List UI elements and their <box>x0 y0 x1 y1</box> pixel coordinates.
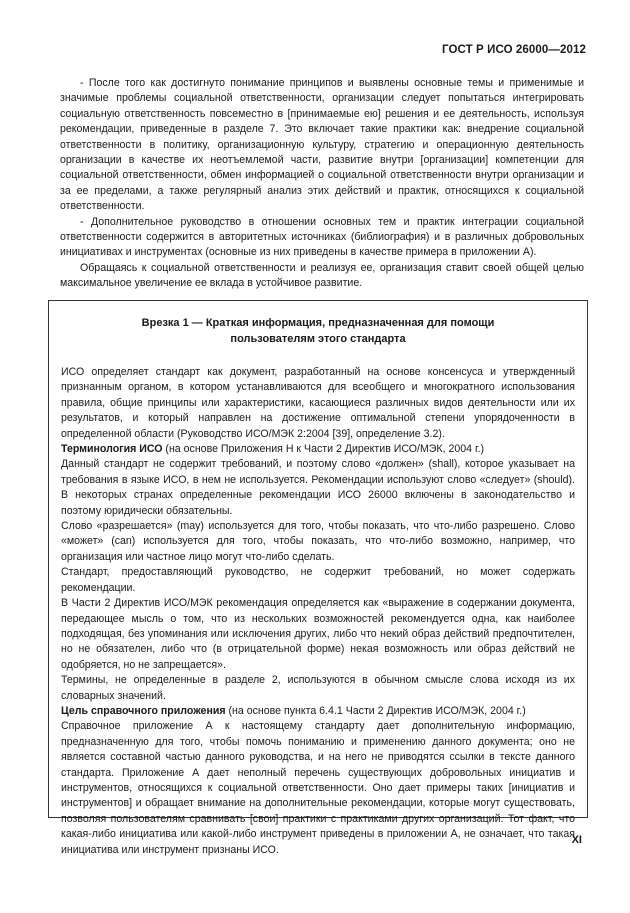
box-title: Врезка 1 — Краткая информация, предназначенная для помощи пользователям этого стандарта <box>141 317 495 345</box>
terminology-heading: Терминология ИСО <box>61 443 163 456</box>
box-terms-paragraph: Термины, не определенные в разделе 2, используются в обычном смысле слова исходя из их словарных значений. <box>61 674 575 702</box>
box-shall-paragraph: Данный стандарт не содержит требований, и поэтому слово «должен» (shall), которое указывает на требования в языке ИСО, в нем не используется. Рекомендации используют слово «следует» (should). В некоторых странах определенные рекомендации ИСО 26000 включены в законодательство и поэтому юридически обязательны. <box>61 458 575 517</box>
paragraph-additional-guidance: - Дополнительное руководство в отношении основных тем и практик интеграции социальной ответственности содержится в авторитетных источниках (библиография) и в различных добровольных инициативах и инструментах (основные из них приведены в качестве примера в приложении А). <box>60 215 584 259</box>
box-annex-line <box>61 704 575 719</box>
terminology-source: (на основе Приложения Н к Части 2 Директив ИСО/МЭК, 2004 г.) <box>162 443 485 456</box>
annex-heading: Цель справочного приложения <box>61 704 226 717</box>
box-terminology-line <box>61 442 575 457</box>
paragraph-integration: - После того как достигнуто понимание принципов и выявлены основные темы и применимые и значимые проблемы социальной ответственности, организации следует попытаться интегрировать социальную ответственность повсеместно в [принимаемые ею] решения и ее деятельность, используя рекомендации, приведенные в разделе 7. Это включает такие практики как: внедрение социальной ответственности в политику, организационную культуру, стратегию и операционную деятельность организации в качестве их неотъемлемой части, развитие внутри [организации] компетенции для социальной ответственности, обмен информацией о социальной ответственности внутри организации и за ее пределами, а также регулярный анализ этих действий и практик, относящихся к социальной ответственности. <box>60 77 584 213</box>
box-standard-definition: ИСО определяет стандарт как документ, разработанный на основе консенсуса и утвержденный признанным органом, в котором устанавливаются для всеобщего и многократного использования правила, общие принципы или характеристики, касающиеся различных видов деятельности или их результатов, и который направлен на достижение оптимальной степени упорядоченности в определенной области (Руководство ИСО/МЭК 2:2004 [39], определение 3.2). <box>61 366 575 440</box>
paragraph-sustainable-development: Обращаясь к социальной ответственности и реализуя ее, организация ставит своей общей целью максимальное увеличение ее вклада в устойчивое развитие. <box>60 261 584 290</box>
box-may-paragraph: Слово «разрешается» (may) используется для того, чтобы показать, что что-либо разрешено. Слово «может» (can) используется для того, чтобы показать, что что-либо возможно, например, что организация или частное лицо могут что-либо сделать. <box>61 520 575 563</box>
page-number: XI <box>571 834 582 846</box>
box-recommendation-paragraph: В Части 2 Директив ИСО/МЭК рекомендация определяется как «выражение в содержании документа, передающее мысль о том, что из нескольких возможностей рекомендуется одна, как наиболее подходящая, без упоминания или исключения других, либо что некий образ действий предпочтителен, но не обязателен, либо что (в отрицательной форме) некая возможность или образ действий не одобряется, но не запрещается». <box>61 597 575 671</box>
box-guidance-paragraph: Стандарт, предоставляющий руководство, не содержит требований, но может содержать рекомендации. <box>61 566 575 594</box>
body-text <box>60 76 584 292</box>
document-header: ГОСТ Р ИСО 26000—2012 <box>441 44 586 56</box>
annex-source: (на основе пункта 6.4.1 Части 2 Директив ИСО/МЭК, 2004 г.) <box>225 704 526 717</box>
box-annex-paragraph: Справочное приложение А к настоящему стандарту дает дополнительную информацию, предназначенную для того, чтобы помочь пониманию и применению данного документа; оно не является составной частью данного руководства, и на него не приводятся ссылки в тексте данного стандарта. Приложение А дает неполный перечень существующих добровольных инициатив и инструментов, относящихся к социальной ответственности. Оно дает примеры таких [инициатив и инструментов] и обращает внимание на дополнительные рекомендации, которые могут существовать, позволяя пользователям сравнивать [свои] практики с практиками других организаций. Тот факт, что какая-либо инициатива или какой-либо инструмент приведены в приложении А, не означает, что такая инициатива или инструмент признаны ИСО. <box>61 720 575 856</box>
